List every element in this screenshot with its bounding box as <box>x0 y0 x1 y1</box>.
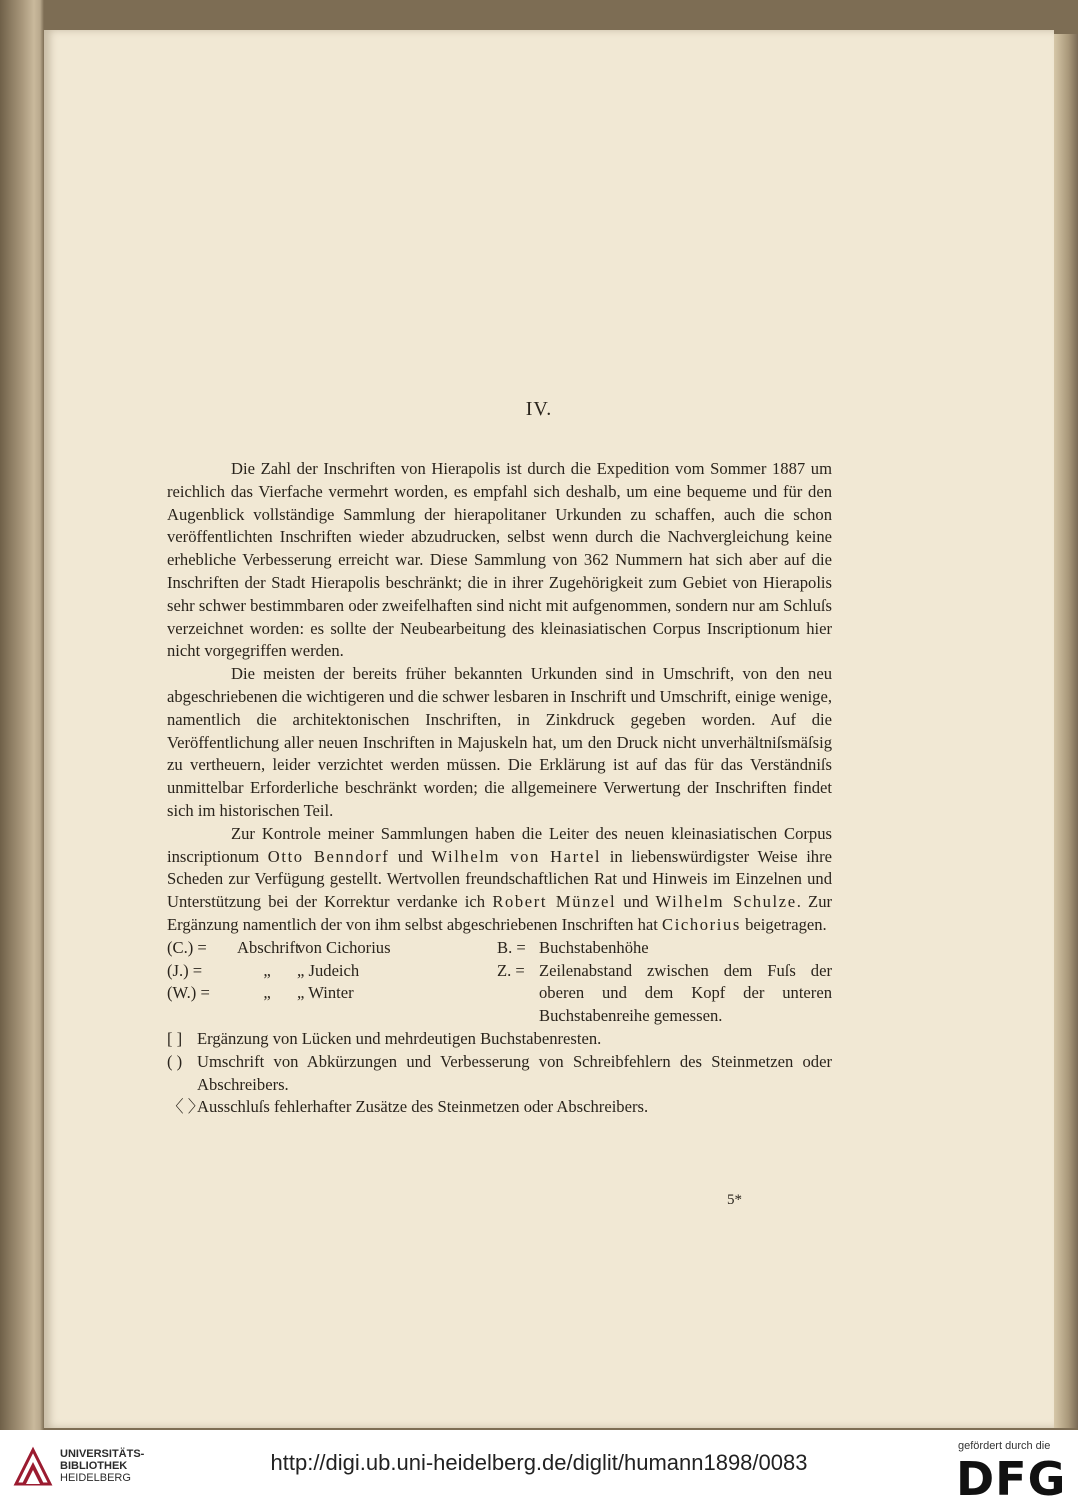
paragraph-1: Die Zahl der Inschriften von Hierapolis ist durch die Expedition vom Sommer 1887 um reichlich das Vierfache vermehrt worden, es empfahl sich deshalb, um eine bequeme und für den Augenblick vollständige Sammlung der hierapolitaner Urkunden zu schaffen, auch die schon veröffentlichten Inschriften wieder abzudrucken, selbst wenn durch die Nachvergleichung keine erhebliche Verbesserung erreicht war. Diese Sammlung von 362 Nummern hat sich aber auf die Inschriften der Stadt Hierapolis beschränkt; die in ihrer Zugehörigkeit zum Gebiet von Hierapolis sehr schwer bestimmbaren oder zweifelhaften sind nicht mit aufgenommen, sondern nur am Schluſs verzeichnet worden: es sollte der Neubearbeitung des kleinasiatischen Corpus Inscriptionum hier nicht vorgegriffen werden. <box>167 459 832 661</box>
measurement-abbreviations <box>497 937 832 1028</box>
person-name: Otto Benndorf <box>267 846 390 866</box>
library-name: UNIVERSITÄTS- BIBLIOTHEK HEIDELBERG <box>60 1448 145 1484</box>
abbreviation-row: (J.) = „ „ Judeich <box>167 960 360 980</box>
paragraph-2: Die meisten der bereits früher bekannten Urkunden sind in Umschrift, von den neu abgeschriebenen die wichtigeren und die schwer lesbaren in Inschrift und Umschrift, einige wenige, namentlich die architektonischen Inschriften, in Zinkdruck gegeben worden. Auf die Veröffentlichung aller neuen Inschriften in Majuskeln hat, um den Druck nicht unverhältniſsmäſsig zu vertheuern, leider verzichtet werden müssen. Die Erklärung ist auf das für das Verständniſs unmittelbar Erforderliche beschränkt worden; die allgemeinere Verwertung der Inschriften findet sich im historischen Teil. <box>167 664 832 820</box>
signature-mark: 5* <box>727 1192 742 1208</box>
person-name: Robert Münzel <box>492 892 617 912</box>
source-abbreviations <box>167 937 497 1028</box>
footer-bar <box>0 1430 1078 1508</box>
person-name: Wilhelm von Hartel <box>431 846 602 866</box>
abbreviation-row: (C.) = Abschrift von Cichorius <box>167 937 391 957</box>
dfg-logo: DFG <box>956 1452 1067 1506</box>
abbreviation-row: B. = Buchstabenhöhe <box>497 937 649 957</box>
symbol-row: ( ) Umschrift von Abkürzungen und Verbesserung von Schreibfehlern des Steinmetzen oder Abschreibers. <box>167 1051 832 1094</box>
body-text <box>167 458 832 1119</box>
page-edge <box>1054 34 1078 1428</box>
funding-caption: gefördert durch die <box>958 1440 1051 1452</box>
person-name: Cichorius <box>662 914 741 934</box>
symbol-row: 〈 〉 Ausschluſs fehlerhafter Zusätze des Steinmetzen oder Abschreibers. <box>167 1097 649 1117</box>
chapter-heading: IV. <box>525 398 553 420</box>
permalink-url[interactable]: http://digi.ub.uni-heidelberg.de/diglit/humann1898/0083 <box>270 1450 808 1475</box>
symbol-row: [ ] Ergänzung von Lücken und mehrdeutigen Buchstabenresten. <box>167 1028 602 1048</box>
person-name: Wilhelm Schulze <box>655 892 797 912</box>
abbreviation-row: Z. = Zeilenabstand zwischen dem Fuſs der oberen und dem Kopf der unteren Buchstabenreihe gemessen. <box>497 960 832 1026</box>
abbreviation-table <box>167 937 832 1028</box>
paragraph-3: Zur Kontrole meiner Sammlungen haben die Leiter des neuen kleinasiatischen Corpus inscriptionum Otto Benndorf und Wilhelm von Hartel in liebenswürdigster Weise ihre Scheden zur Verfügung gestellt. Wertvollen freundschaftlichen Rat und Hinweis im Einzelnen und Unterstützung bei der Korrektur verdanke ich Robert Münzel und Wilhelm Schulze. Zur Ergänzung namentlich der von ihm selbst abgeschriebenen Inschriften hat Cichorius beigetragen. <box>167 823 833 934</box>
abbreviation-row: (W.) = „ „ Winter <box>167 983 354 1003</box>
